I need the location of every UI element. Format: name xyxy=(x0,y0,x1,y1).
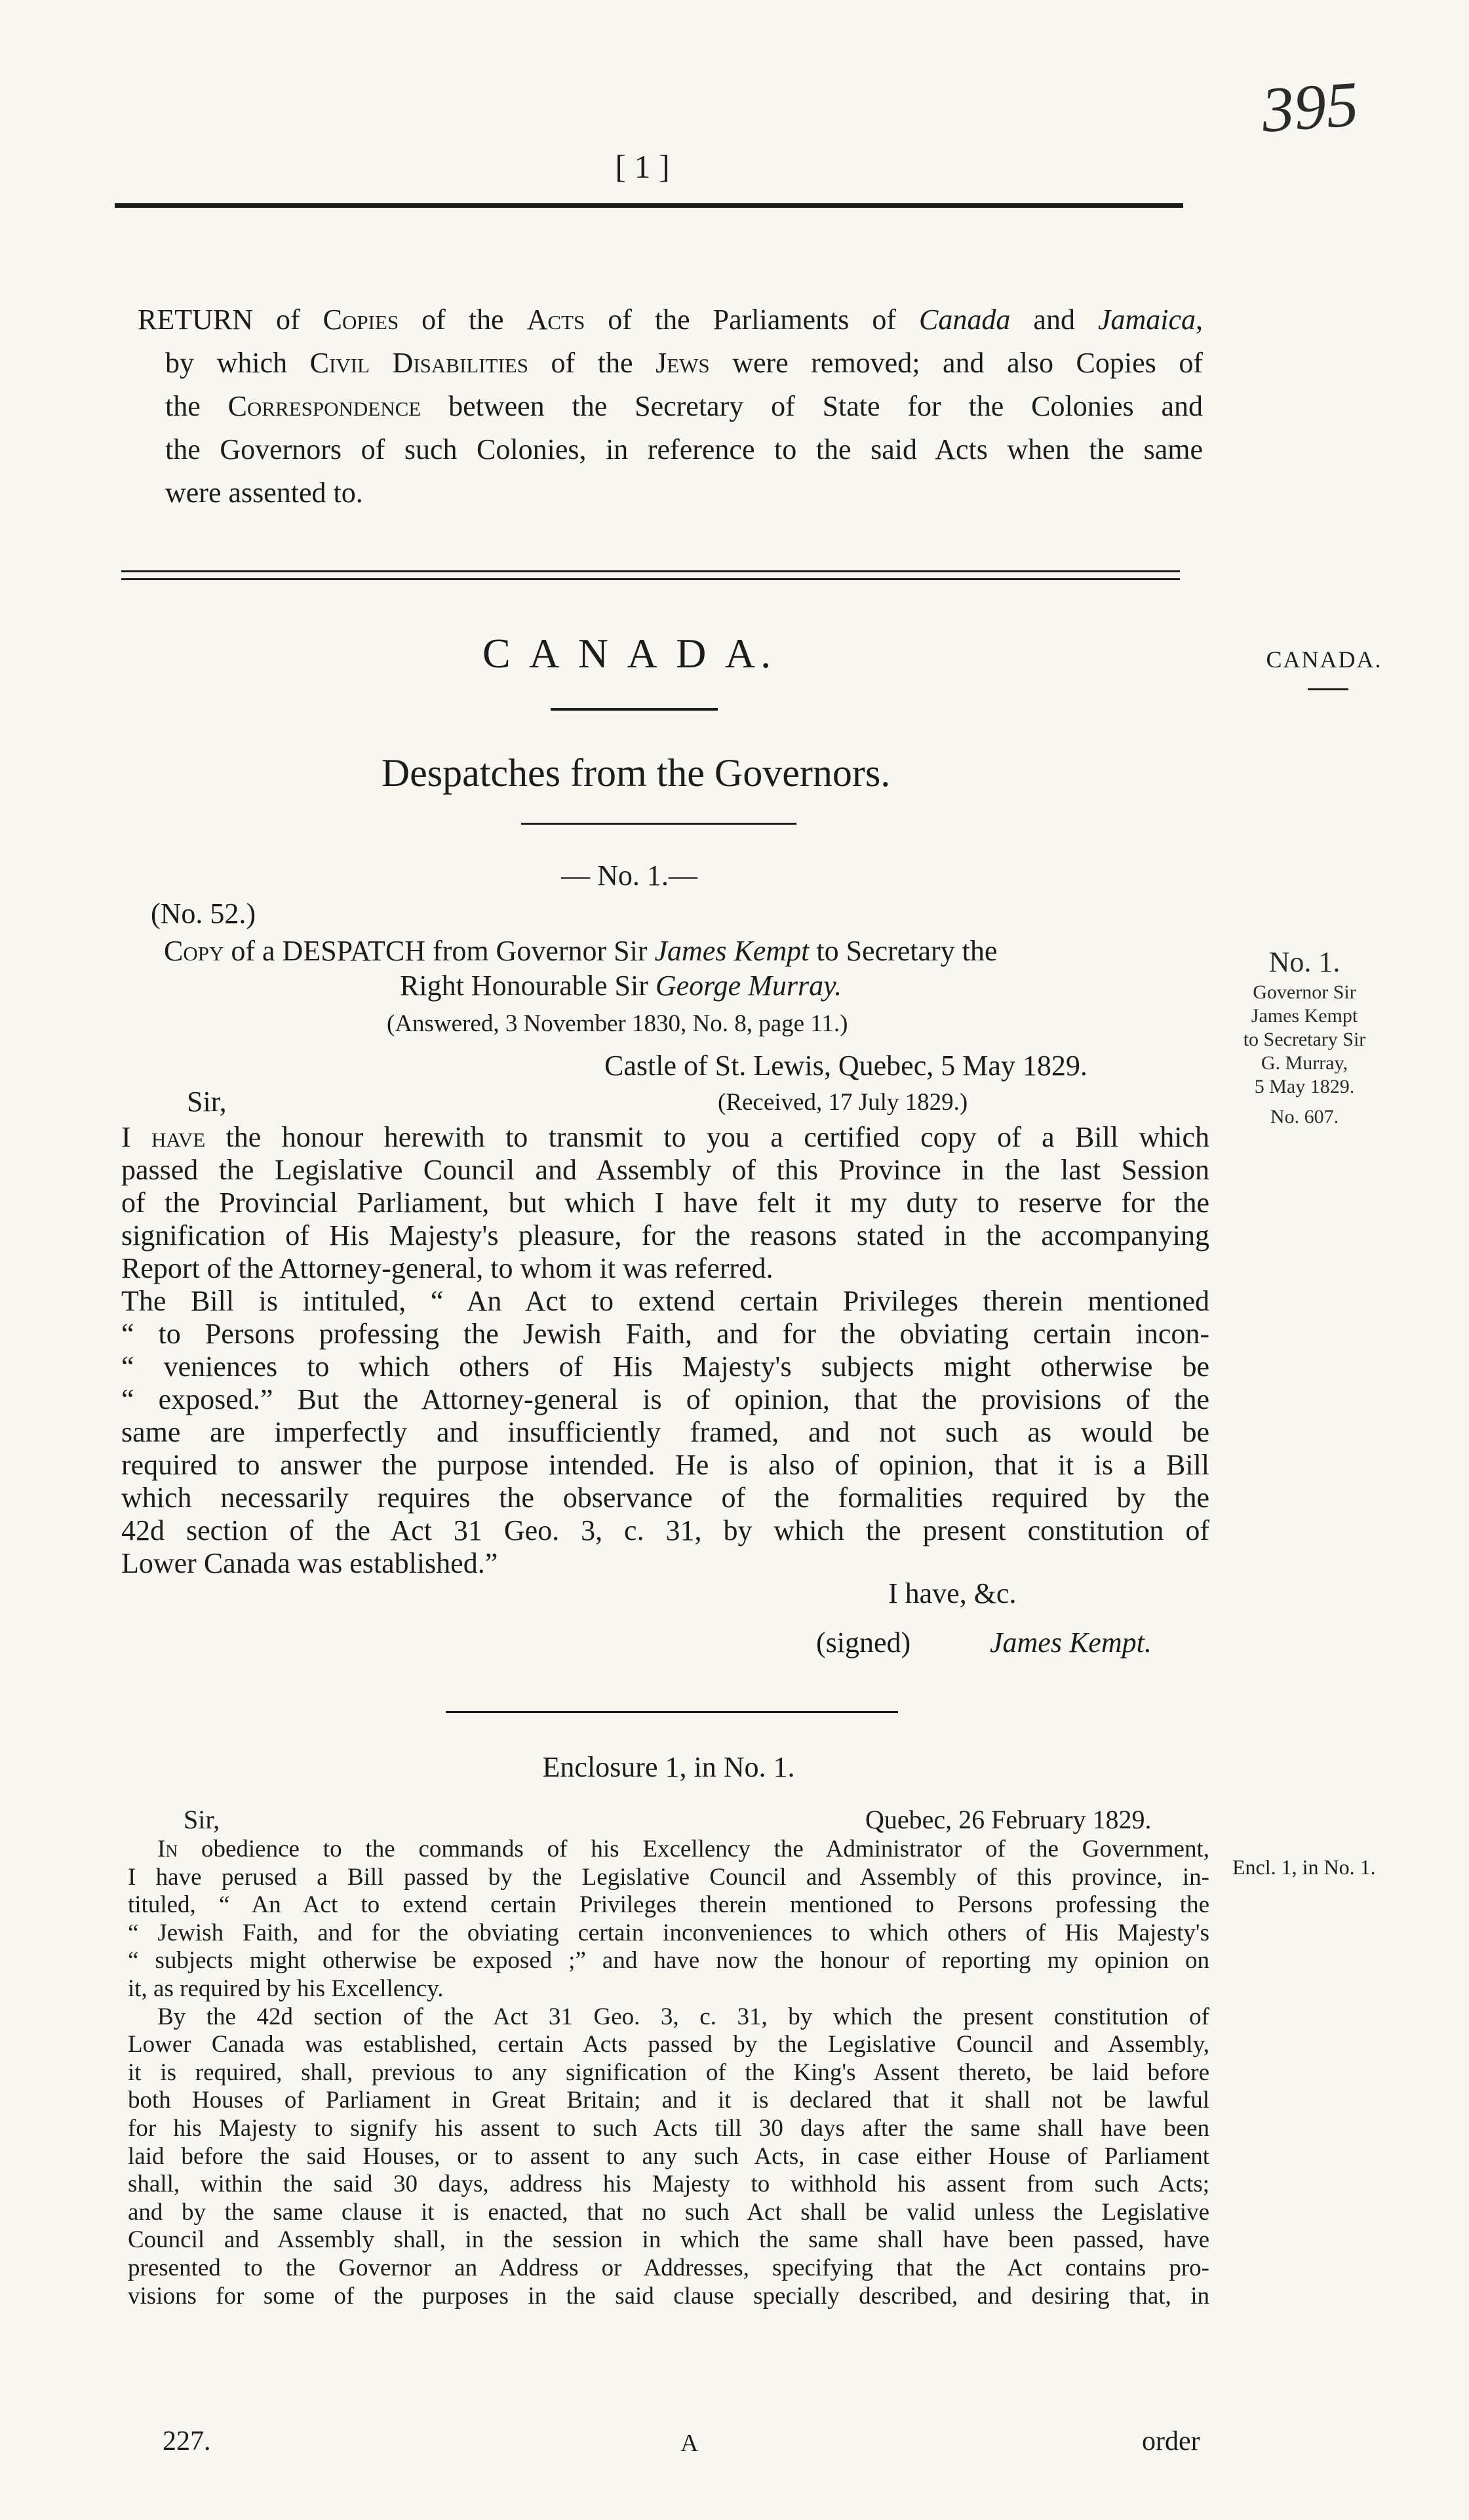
title-line-5: were assented to. xyxy=(165,477,363,509)
subheading-underline xyxy=(521,823,796,825)
margin-despatch-ref: No. 607. xyxy=(1270,1106,1339,1128)
title-line-3: the Correspondence between the Secretary of State for the Colonies and xyxy=(165,390,1203,422)
margin-heading-underline xyxy=(1308,688,1348,690)
enclosure-place-date: Quebec, 26 February 1829. xyxy=(865,1805,1152,1834)
title-line-2: by which Civil Disabilities of the Jews were removed; and also Copies of xyxy=(165,347,1203,379)
margin-despatch-line-2: James Kempt xyxy=(1251,1005,1358,1027)
enclosure-margin-note: Encl. 1, in No. 1. xyxy=(1232,1855,1376,1879)
despatch-para-2-line-6: required to answer the purpose intended. He is also of opinion, that it is a Bill xyxy=(121,1449,1209,1481)
double-rule-top xyxy=(121,570,1180,572)
despatch-body xyxy=(121,1121,1209,1580)
despatch-para-2-line-9: Lower Canada was established.” xyxy=(121,1547,498,1579)
margin-despatch-line-3: to Secretary Sir xyxy=(1243,1029,1366,1050)
title-block xyxy=(131,298,1203,515)
despatch-para-2-line-5: same are imperfectly and insufficiently framed, and not such as would be xyxy=(121,1416,1209,1448)
margin-despatch-note xyxy=(1213,944,1396,1129)
enclosure-para-2-line-2: Lower Canada was established, certain Acts passed by the Legislative Council and Assembly, xyxy=(128,2031,1209,2058)
despatch-para-1-line-2: passed the Legislative Council and Assembly of this Province in the last Session xyxy=(121,1154,1209,1186)
margin-despatch-no: No. 1. xyxy=(1268,946,1341,978)
margin-despatch-line-5: 5 May 1829. xyxy=(1254,1076,1355,1097)
despatch-para-2-line-7: which necessarily requires the observance of the formalities required by the xyxy=(121,1482,1209,1514)
enclosure-para-2-line-6: laid before the said Houses, or to assent to any such Acts, in case either House of Parliament xyxy=(128,2142,1209,2170)
despatch-para-1-line-4: signification of His Majesty's pleasure, for the reasons stated in the accompanying xyxy=(121,1219,1209,1251)
enclosure-para-2-line-3: it is required, shall, previous to any signification of the King's Assent thereto, be laid before xyxy=(128,2058,1209,2086)
enclosure-para-1-line-1: In obedience to the commands of his Excellency the Administrator of the Government, xyxy=(157,1836,1209,1862)
enclosure-para-2-line-7: shall, within the said 30 days, address his Majesty to withhold his assent from such Acts; xyxy=(128,2171,1209,2198)
top-rule xyxy=(115,203,1183,208)
enclosure-para-2-line-11: visions for some of the purposes in the said clause specially described, and desiring that, in xyxy=(128,2282,1209,2310)
despatch-para-1-line-3: of the Provincial Parliament, but which I have felt it my duty to reserve for the xyxy=(121,1187,1209,1219)
enclosure-para-2-line-4: both Houses of Parliament in Great Britain; and it is declared that it shall not be lawful xyxy=(128,2087,1209,2114)
enclosure-para-2-line-1: By the 42d section of the Act 31 Geo. 3, c. 31, by which the present constitution of xyxy=(157,2003,1209,2030)
handwritten-page-number: 395 xyxy=(1259,69,1361,146)
despatch-para-2-line-2: “ to Persons professing the Jewish Faith, and for the obviating certain incon- xyxy=(121,1318,1209,1350)
despatch-para-2-line-8: 42d section of the Act 31 Geo. 3, c. 31, by which the present constitution of xyxy=(121,1514,1209,1546)
despatch-title-line-2: Right Honourable Sir George Murray. xyxy=(400,970,842,1002)
section-heading: C A N A D A. xyxy=(482,630,777,677)
despatch-number: — No. 1.— xyxy=(561,859,697,892)
despatch-para-2-line-3: “ veniences to which others of His Majesty's subjects might otherwise be xyxy=(121,1350,1209,1383)
despatch-answered: (Answered, 3 November 1830, No. 8, page 11.) xyxy=(387,1010,848,1037)
title-line-1: RETURN of Copies of the Acts of the Parliaments of Canada and Jamaica, xyxy=(138,304,1204,336)
enclosure-para-1-line-4: “ Jewish Faith, and for the obviating certain inconveniences to which others of His Majesty's xyxy=(128,1919,1209,1946)
enclosure-salutation: Sir, xyxy=(184,1805,220,1834)
section-subheading: Despatches from the Governors. xyxy=(381,751,891,795)
margin-despatch-line-4: G. Murray, xyxy=(1261,1052,1348,1074)
despatch-para-2-line-4: “ exposed.” But the Attorney-general is of opinion, that the provisions of the xyxy=(121,1383,1209,1415)
enclosure-para-1-line-6: it, as required by his Excellency. xyxy=(128,1975,444,2002)
margin-heading: CANADA. xyxy=(1266,646,1382,673)
margin-despatch-line-1: Governor Sir xyxy=(1253,981,1356,1003)
enclosure-body xyxy=(128,1836,1209,2310)
despatch-signer: James Kempt. xyxy=(990,1626,1152,1659)
despatch-ref: (No. 52.) xyxy=(151,897,256,930)
enclosure-para-2-line-10: presented to the Governor an Address or Addresses, specifying that the Act contains pro- xyxy=(128,2254,1209,2281)
despatch-para-1-line-1: I have the honour herewith to transmit to you a certified copy of a Bill which xyxy=(121,1121,1209,1153)
enclosure-para-1-line-2: I have perused a Bill passed by the Legislative Council and Assembly of this province, in- xyxy=(128,1863,1209,1891)
section-heading-underline xyxy=(551,708,718,711)
catchword: order xyxy=(1142,2426,1200,2456)
enclosure-para-2-line-5: for his Majesty to signify his assent to such Acts till 30 days after the same shall have been xyxy=(128,2114,1209,2142)
despatch-para-1-line-5: Report of the Attorney-general, to whom it was referred. xyxy=(121,1252,774,1284)
despatch-place-date: Castle of St. Lewis, Quebec, 5 May 1829. xyxy=(604,1050,1087,1082)
enclosure-para-2-line-9: Council and Assembly shall, in the session in which the same shall have been passed, have xyxy=(128,2226,1209,2254)
signature-letter: A xyxy=(680,2430,699,2457)
page-folio: [ 1 ] xyxy=(615,148,670,185)
double-rule-bottom xyxy=(121,578,1180,580)
despatch-salutation: Sir, xyxy=(187,1086,227,1118)
enclosure-heading: Enclosure 1, in No. 1. xyxy=(542,1751,795,1783)
enclosure-para-1-line-5: “ subjects might otherwise be exposed ;” and have now the honour of reporting my opinion on xyxy=(128,1947,1209,1975)
despatch-title-line-1: Copy of a DESPATCH from Governor Sir James Kempt to Secretary the xyxy=(164,935,998,967)
enclosure-para-1-line-3: tituled, “ An Act to extend certain Privileges therein mentioned to Persons professing the xyxy=(128,1891,1209,1919)
signature-mark: 227. xyxy=(163,2426,211,2456)
despatch-received: (Received, 17 July 1829.) xyxy=(718,1089,968,1116)
enclosure-separator xyxy=(446,1711,898,1713)
despatch-signed: (signed) xyxy=(816,1626,911,1659)
despatch-para-2-line-1: The Bill is intituled, “ An Act to extend certain Privileges therein mentioned xyxy=(121,1285,1209,1317)
title-line-4: the Governors of such Colonies, in reference to the said Acts when the same xyxy=(165,433,1203,465)
enclosure-para-2-line-8: and by the same clause it is enacted, that no such Act shall be valid unless the Legislative xyxy=(128,2198,1209,2226)
despatch-closing: I have, &c. xyxy=(888,1577,1017,1609)
